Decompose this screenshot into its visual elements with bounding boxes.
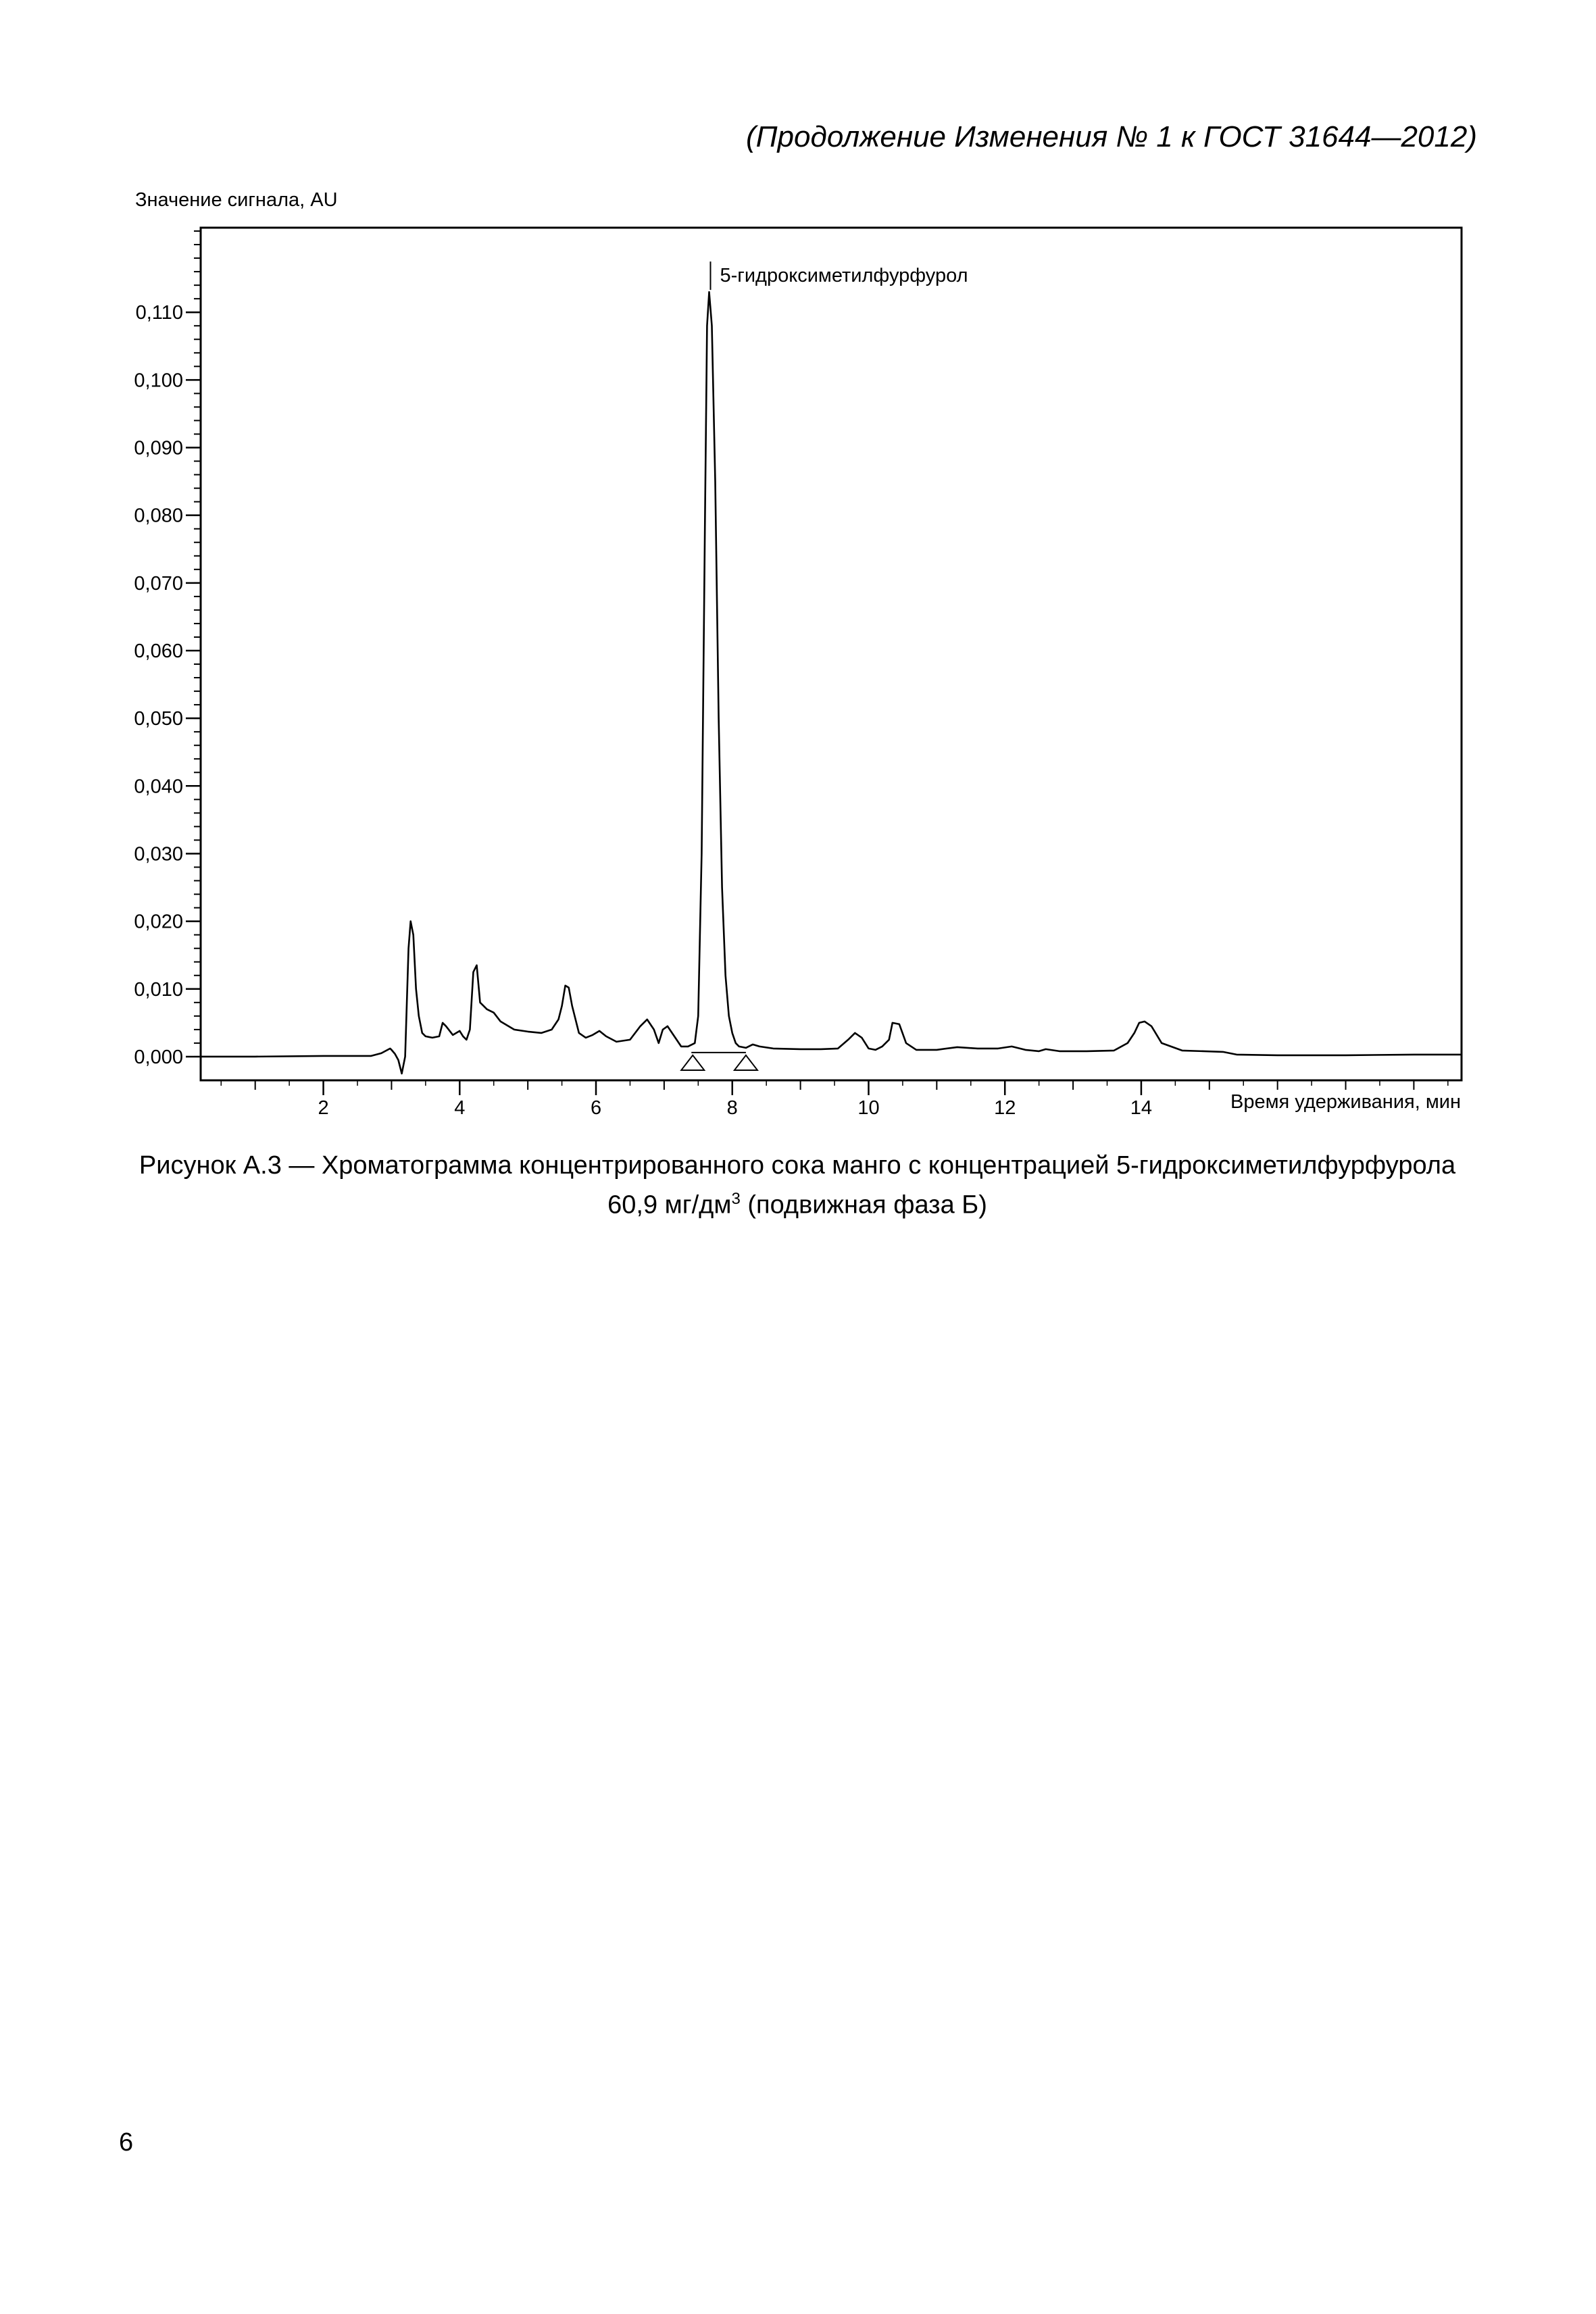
caption-phase: (подвижная фаза Б) (740, 1190, 987, 1219)
chromatogram-trace (201, 292, 1462, 1074)
running-header: (Продолжение Изменения № 1 к ГОСТ 31644—2012) (746, 120, 1477, 153)
integration-markers (681, 1053, 757, 1070)
figure-caption (115, 1149, 1480, 1222)
y-tick-label: 0,070 (134, 572, 183, 595)
y-axis (134, 302, 201, 1068)
integration-marker (681, 1055, 704, 1070)
x-tick-label: 6 (590, 1097, 602, 1119)
x-tick-label: 12 (994, 1097, 1016, 1119)
y-tick-label: 0,060 (134, 640, 183, 662)
x-tick-label: 10 (857, 1097, 880, 1119)
x-axis (318, 1080, 1152, 1119)
x-minor-ticks (221, 1080, 1448, 1090)
y-tick-label: 0,040 (134, 776, 183, 798)
y-axis-label: Значение сигнала, AU (135, 189, 338, 211)
y-tick-label: 0,000 (134, 1046, 183, 1068)
y-tick-label: 0,100 (134, 370, 183, 392)
caption-line-2 (115, 1182, 1480, 1222)
y-tick-label: 0,030 (134, 843, 183, 865)
caption-concentration: 60,9 мг/дм (607, 1190, 732, 1219)
y-tick-label: 0,020 (134, 911, 183, 933)
x-tick-label: 14 (1130, 1097, 1153, 1119)
y-tick-label: 0,050 (134, 708, 183, 730)
plot-frame (201, 228, 1462, 1080)
y-tick-label: 0,010 (134, 978, 183, 1001)
integration-marker (734, 1055, 757, 1070)
y-tick-label: 0,110 (135, 302, 183, 324)
caption-line-1: Рисунок А.3 — Хроматограмма концентрированного сока манго с концентрацией 5-гидроксиметилфурфурола (139, 1151, 1456, 1180)
page-number: 6 (119, 2128, 134, 2157)
caption-superscript: 3 (731, 1190, 741, 1208)
x-tick-label: 2 (318, 1097, 329, 1119)
y-tick-label: 0,090 (134, 437, 183, 459)
peak-annotations (710, 261, 968, 290)
x-tick-label: 4 (454, 1097, 466, 1119)
y-tick-label: 0,080 (134, 505, 183, 527)
peak-label: 5-гидроксиметилфурфурол (720, 265, 968, 287)
x-axis-label: Время удерживания, мин (1230, 1091, 1461, 1113)
x-tick-label: 8 (726, 1097, 738, 1119)
chromatogram-chart (0, 0, 1596, 1135)
